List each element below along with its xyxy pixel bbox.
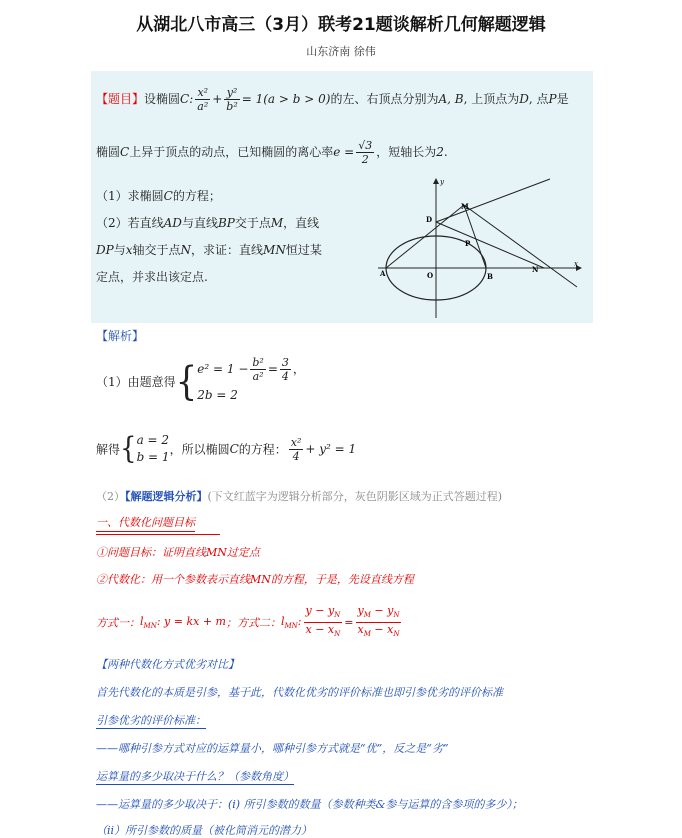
line-MN <box>464 205 577 287</box>
comparison-text-2: 引参优劣的评价标准： <box>96 714 206 727</box>
comparison-text-1: 首先代数化的本质是引参，基于此，代数化优劣的评价标准也即引参优劣的评价标准 <box>96 686 503 699</box>
analysis-part-2-header: （2）【解题逻辑分析】(下文红蓝字为逻辑分析部分，灰色阴影区域为正式答题过程) <box>96 490 503 503</box>
logic-goal: ①问题目标：证明直线MN过定点 <box>96 546 260 559</box>
line-AD <box>386 205 464 268</box>
red-underline-rule <box>96 534 220 535</box>
analysis-tag: 【解析】 <box>96 329 145 343</box>
problem-tag: 【题目】 <box>96 92 145 106</box>
y-axis-arrow-icon <box>433 178 439 184</box>
system-1: e² = 1 − $\frac{\text{b²}}{\text{a²}}$ = $\frac{3}{4}$ ， 2b = 2 <box>197 356 305 402</box>
line-DP <box>436 222 544 268</box>
logic-methods: 方式一：$l_{MN}$: y = kx + m；方式二：$l_{MN}$: $\frac{y - y_N}{x - x_N}$ = $\frac{y_M - y_N}{x_M - x_N}$ <box>96 604 400 639</box>
comparison-text-5: ——运算量的多少取决于：(i) 所引参数的数量（参数种类&参与运算的含参项的多少）； <box>96 798 523 811</box>
line-upper <box>436 179 550 222</box>
ellipse-figure <box>372 174 586 320</box>
system-2: a = 2 b = 1 <box>136 433 170 464</box>
question-2-line-2: DP与x轴交于点N，求证：直线MN恒过某 <box>96 243 322 257</box>
question-2-line-3: 定点，并求出该定点. <box>96 270 208 284</box>
label-P: P <box>465 239 471 248</box>
fraction-y: $\frac{\text{y²}}{\text{b²}}$ <box>226 86 238 113</box>
label-A: A <box>380 269 386 278</box>
line-BP <box>464 205 486 268</box>
comparison-text-4: 运算量的多少取决于什么？（参数角度） <box>96 770 294 783</box>
question-1: （1）求椭圆C的方程； <box>96 189 221 203</box>
comparison-text-6: （ii）所引参数的质量（被化简消元的潜力） <box>96 824 313 837</box>
page-title: 从湖北八市高三（3月）联考21题谈解析几何解题逻辑 <box>136 15 546 35</box>
label-D: D <box>426 215 433 224</box>
comparison-heading: 【两种代数化方式优劣对比】 <box>96 658 239 671</box>
label-O: O <box>427 271 434 280</box>
question-2-line-1: （2）若直线AD与直线BP交于点M，直线 <box>96 216 320 230</box>
label-M: M <box>461 202 469 211</box>
analysis-part-1-solution: 解得{ a = 2 b = 1 ，所以椭圆C的方程： $\frac{\text{x²}}{4}$ + y² = 1 <box>96 431 357 467</box>
author-line: 山东济南 徐伟 <box>306 45 376 58</box>
label-N: N <box>532 265 539 274</box>
fraction-eccentricity: $\frac{√3}{2}$ <box>358 139 373 166</box>
problem-line-2: 椭圆C上异于顶点的动点，已知椭圆的离心率e = $\frac{√3}{2}$ ，短轴长为2. <box>96 139 448 166</box>
fraction-x: $\frac{\text{x²}}{\text{a²}}$ <box>197 86 209 113</box>
problem-line-1: 【题目】设椭圆C: $\frac{\text{x²}}{\text{a²}}$ + $\frac{\text{y²}}{\text{b²}}$ = 1(a > b > 0)的左、右顶点分别为A, B, 上顶点为D, 点P是 <box>96 86 569 113</box>
label-B: B <box>487 272 493 281</box>
logic-algebraize: ②代数化：用一个参数表示直线MN的方程，于是，先设直线方程 <box>96 573 414 586</box>
label-x: x <box>574 260 578 268</box>
section-heading-1: 一、代数化问题目标 <box>96 514 195 530</box>
comparison-text-3: ——哪种引参方式对应的运算量小，哪种引参方式就是“优”，反之是“劣” <box>96 742 449 755</box>
label-y: y <box>440 178 444 186</box>
analysis-part-1: （1）由题意得{ e² = 1 − $\frac{\text{b²}}{\text{a²}}$ = $\frac{3}{4}$ ， 2b = 2 <box>96 356 305 407</box>
